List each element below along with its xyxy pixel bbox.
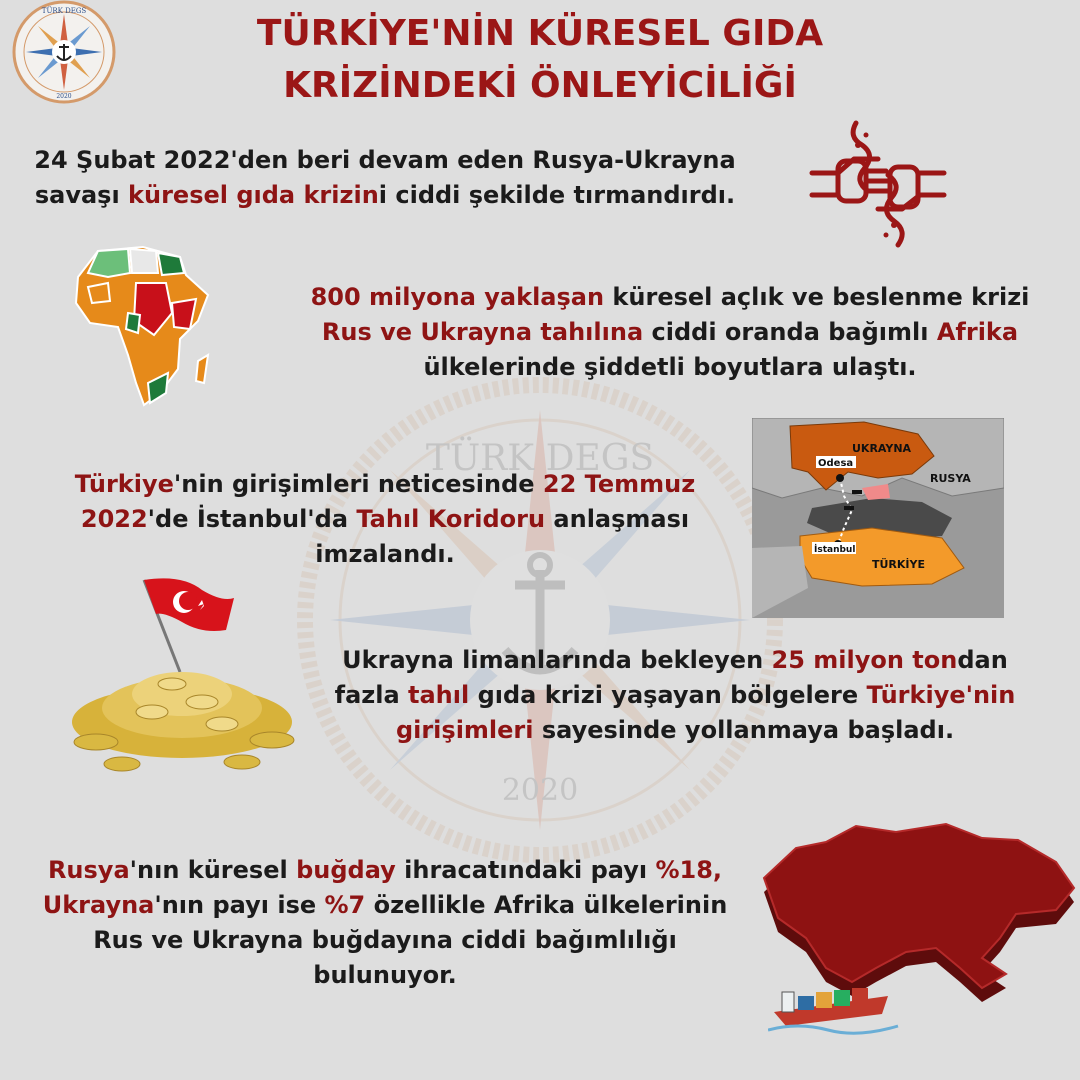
paragraph-grain-corridor bbox=[55, 467, 715, 572]
p4-highlight-initiatives: girişimleri bbox=[395, 716, 534, 744]
p2-highlight-grain: Rus ve Ukrayna tahılına bbox=[321, 318, 644, 346]
turkish-flag-icon bbox=[144, 578, 234, 631]
title-line-2: KRİZİNDEKİ ÖNLEYİCİLİĞİ bbox=[283, 65, 797, 106]
p3-highlight-turkiye: Türkiye bbox=[74, 470, 174, 498]
watermark-text-top: TÜRK DEGS bbox=[425, 438, 655, 479]
p2-highlight-africa: Afrika bbox=[936, 318, 1019, 346]
p5-text-i: özellikle Afrika ülkelerinin bbox=[365, 891, 728, 919]
handshake-icon bbox=[808, 115, 948, 253]
page-title bbox=[160, 8, 920, 112]
cargo-ship-icon bbox=[768, 968, 900, 1036]
paragraph-africa-hunger bbox=[290, 280, 1050, 385]
p1-text-d: i ciddi şekilde tırmandırdı. bbox=[378, 181, 736, 209]
gold-coins-icon bbox=[72, 672, 294, 771]
p5-highlight-wheat: buğday bbox=[296, 856, 396, 884]
p1-text-b: savaşı bbox=[34, 181, 129, 209]
p5-highlight-rusya: Rusya bbox=[47, 856, 130, 884]
logo-text-bottom: 2020 bbox=[56, 93, 72, 100]
p5-highlight-ukrayna: Ukrayna bbox=[42, 891, 155, 919]
p4-text-i: sayesinde yollanmaya başladı. bbox=[533, 716, 955, 744]
map-label-rusya: RUSYA bbox=[930, 472, 971, 485]
p1-text-a: 24 Şubat 2022'den beri devam eden Rusya-Ukrayna bbox=[34, 146, 736, 174]
p4-text-c: dan bbox=[957, 646, 1008, 674]
logo-text-top: TÜRK DEGS bbox=[41, 7, 87, 15]
africa-map-icon bbox=[68, 243, 220, 413]
map-label-odesa: Odesa bbox=[818, 458, 854, 469]
p5-text-b: 'nın küresel bbox=[129, 856, 297, 884]
paragraph-war-crisis bbox=[25, 143, 745, 213]
title-line-1: TÜRKİYE'NİN KÜRESEL GIDA bbox=[256, 13, 824, 54]
map-label-istanbul: İstanbul bbox=[814, 545, 856, 555]
p2-text-b: küresel açlık ve beslenme krizi bbox=[604, 283, 1030, 311]
p3-text-b: 'nin girişimleri neticesinde bbox=[173, 470, 543, 498]
p2-highlight-800m: 800 milyona yaklaşan bbox=[310, 283, 605, 311]
compass-logo-icon bbox=[12, 0, 116, 104]
p1-highlight-food-crisis: küresel gıda krizin bbox=[128, 181, 379, 209]
map-label-turkiye: TÜRKİYE bbox=[872, 558, 926, 571]
paragraph-grain-shipments bbox=[320, 643, 1030, 748]
flag-and-coins-illustration bbox=[52, 572, 310, 778]
p4-text-d: fazla bbox=[334, 681, 409, 709]
p4-text-f: gıda krizi yaşayan bölgelere bbox=[469, 681, 867, 709]
p2-text-f: ülkelerinde şiddetli boyutlara ulaştı. bbox=[423, 353, 917, 381]
p5-text-j: Rus ve Ukrayna buğdayına ciddi bağımlılığı bbox=[93, 926, 677, 954]
map-label-ukrayna: UKRAYNA bbox=[852, 442, 912, 455]
p5-text-g: 'nın payı ise bbox=[154, 891, 325, 919]
p4-text-a: Ukrayna limanlarında bekleyen bbox=[342, 646, 772, 674]
paragraph-wheat-share bbox=[25, 853, 745, 993]
p3-text-g: anlaşması bbox=[545, 505, 690, 533]
p5-highlight-18: %18, bbox=[655, 856, 723, 884]
p3-text-e: 'de İstanbul'da bbox=[147, 505, 357, 533]
p3-text-h: imzalandı. bbox=[315, 540, 455, 568]
black-sea-map bbox=[752, 418, 1004, 618]
p4-highlight-grain: tahıl bbox=[408, 681, 470, 709]
p5-text-k: bulunuyor. bbox=[313, 961, 457, 989]
p4-highlight-25m: 25 milyon ton bbox=[771, 646, 958, 674]
p3-highlight-corridor: Tahıl Koridoru bbox=[356, 505, 546, 533]
p5-highlight-7: %7 bbox=[324, 891, 366, 919]
p2-text-d: ciddi oranda bağımlı bbox=[643, 318, 937, 346]
watermark-text-bottom: 2020 bbox=[501, 773, 579, 808]
p3-highlight-date: 22 Temmuz bbox=[542, 470, 696, 498]
watermark-compass-icon bbox=[290, 370, 790, 870]
p3-highlight-year: 2022 bbox=[80, 505, 148, 533]
p4-highlight-turkiye: Türkiye'nin bbox=[866, 681, 1016, 709]
p5-text-d: ihracatındaki payı bbox=[395, 856, 656, 884]
